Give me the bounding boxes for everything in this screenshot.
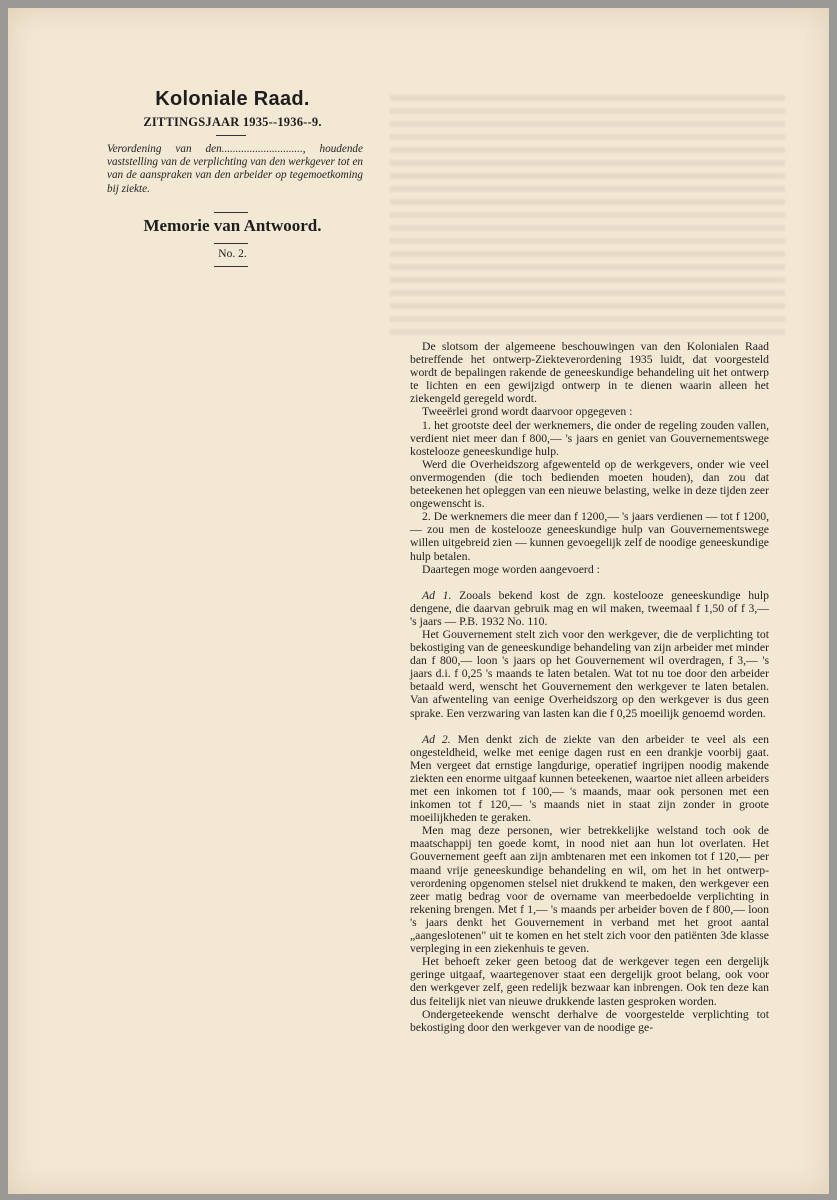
- paragraph: 1. het grootste deel der werknemers, die onder de regeling zouden vallen, verdient niet meer dan f 800,— 's jaars en geniet van Gouvernementswege kostelooze geneeskundige hulp.: [410, 418, 769, 458]
- divider: [214, 266, 248, 267]
- paragraph: Het behoeft zeker geen betoog dat de werkgever tegen een dergelijk geringe uitgaaf, waartegenover staat een dergelijk groot belang, ook voor den werkgever zelf, geen redelijk bezwaar kan inbrengen. Ook ten deze kan dus feitelijk niet van nieuwe drukkende lasten gesproken worden.: [410, 955, 769, 1008]
- body-text: [410, 340, 769, 1034]
- divider: [214, 243, 248, 244]
- document-number: No. 2.: [218, 248, 247, 260]
- paragraph-text: Men denkt zich de ziekte van den arbeider te veel als een ongesteldheid, welke met eenige dagen rust en een drankje voorbij gaat. Men vergeet dat ernstige langdurige, operatief ingrijpen noodig makende ziekten een enorme uitgaaf kunnen beteekenen, waartoe niet alleen arbeiders met een inkomen tot f 100,— 's maands, maar ook personen met een inkomen tot f 120,— 's maands niet in staat zijn zonder in groote moeilijkheden te geraken.: [410, 732, 770, 825]
- paragraph: Ondergeteekende wenscht derhalve de voorgestelde verplichting tot bekostiging door den werkgever van de noodige ge-: [410, 1007, 769, 1034]
- divider: [216, 135, 246, 136]
- paragraph: De slotsom der algemeene beschouwingen van den Kolonialen Raad betreffende het ontwerp-Ziekteverordening 1935 luidt, dat voorgesteld wordt de bepalingen rakende de geneeskundige behandeling uit het ontwerp te lichten en een gewijzigd ontwerp in te dienen waarin alleen het ziekengeld geregeld wordt.: [410, 340, 769, 406]
- paragraph: Daartegen moge worden aangevoerd :: [422, 562, 600, 576]
- bleed-through-text: [390, 95, 785, 335]
- session-line: ZITTINGSJAAR 1935--1936--9.: [143, 115, 322, 129]
- paragraph: Werd die Overheidszorg afgewenteld op de werkgevers, onder wie veel onvermogenden (die toch bedienden moeten houden), dan zou dat beteekenen het opleggen van een nieuwe belasting, welke in deze tijden zeer ongewenscht is.: [410, 457, 769, 511]
- paragraph: Men mag deze personen, wier betrekkelijke welstand toch ook de maatschappij ten goede komt, in nood niet aan hun lot overlaten. Het Gouvernement geeft aan zijn ambtenaren met een inkomen tot f 120,— per maand vrije geneeskundige behandeling en wil, om het in het ontwerp-verordening opgenomen stelsel niet drukkend te maken, den werkgever een zeer matig bedrag voor de overname van meerbedoelde verplichting in rekening brengen. Met f 1,— 's maands per arbeider boven de f 800,— loon 's jaars denkt het Gouvernement in verband met het groot aantal „aangeslotenen" uit te komen en het stelt zich voor den patiënten 3de klasse verpleging in een ziekenhuis te geven.: [410, 824, 769, 956]
- ordinance-intro: Verordening van den............................., houdende vaststelling van de verplichting van den werkgever tot en van de aanspraken van den arbeider op tegemoetkoming bij ziekte.: [107, 143, 363, 195]
- divider: [214, 212, 248, 213]
- paragraph: [410, 589, 769, 628]
- ad-label: Ad 1.: [422, 588, 452, 602]
- paragraph: [410, 733, 769, 825]
- ad-label: Ad 2.: [422, 732, 451, 746]
- paragraph-text: Zooals bekend kost de zgn. kostelooze geneeskundige hulp dengene, die daarvan gebruik mag en wil maken, tweemaal f 1,50 of f 3,— 's jaars — P.B. 1932 No. 110.: [410, 588, 769, 628]
- paragraph: Tweeërlei grond wordt daarvoor opgegeven :: [422, 405, 633, 419]
- document-title: Koloniale Raad.: [155, 88, 310, 110]
- paragraph: Het Gouvernement stelt zich voor den werkgever, die de verplichting tot bekostiging van de geneeskundige behandeling van zijn arbeider met minder dan f 800,— loon 's jaars op het Gouvernement wil overdragen, f 3,— 's jaars d.i. f 0,25 's maands te laten betalen. Wat tot nu toe door den arbeider betaald werd, wenscht het Gouvernement den werkgever te laten betalen. Van afwenteling van eenige Overheidszorg op den werkgever is dus geen sprake. Een verzwaring van lasten kan die f 0,25 moeilijk genoemd worden.: [410, 627, 769, 720]
- paragraph: 2. De werknemers die meer dan f 1200,— 's jaars verdienen — tot f 1200,— zou men de kostelooze geneeskundige hulp van Gouvernementswege willen uitgebreid zien — kunnen gevoegelijk zelf de noodige geneeskundige hulp betalen.: [410, 510, 769, 563]
- memorie-heading: Memorie van Antwoord.: [143, 216, 322, 235]
